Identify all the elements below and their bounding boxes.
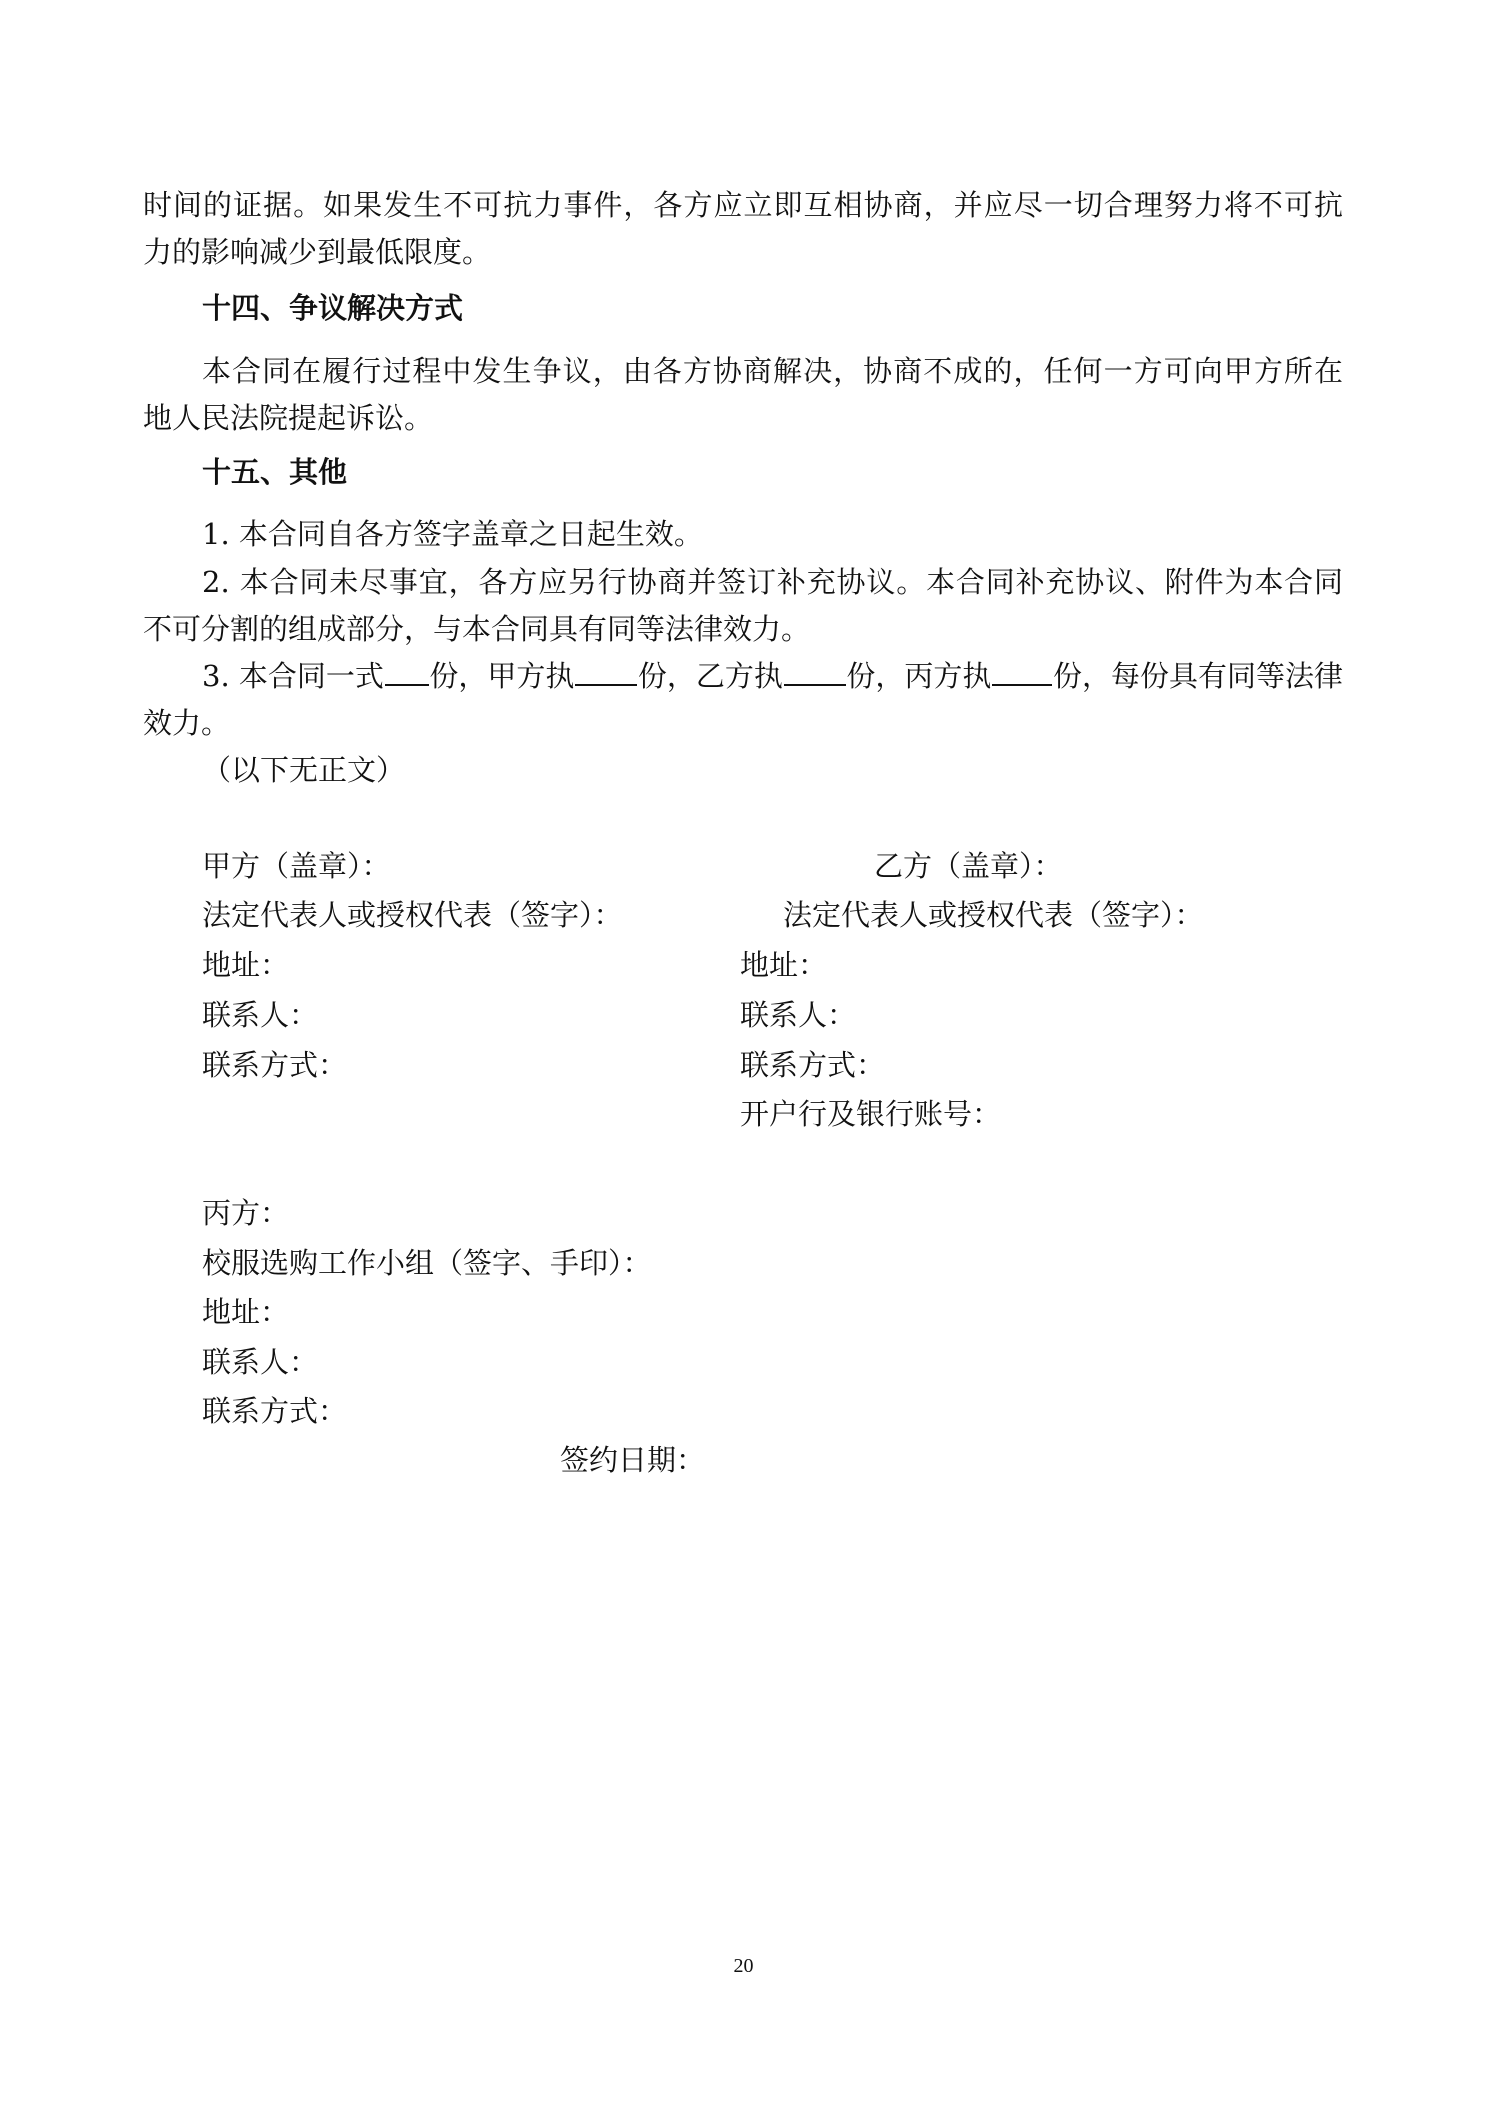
copies-text-d: 份，丙方执: [846, 659, 992, 693]
no-more-text-note: （以下无正文）: [202, 753, 406, 787]
body-text-line: 本合同在履行过程中发生争议，由各方协商解决，协商不成的，任何一方可向甲方所在: [202, 354, 1343, 388]
party-b-phone-label: 联系方式：: [740, 1048, 886, 1082]
section-14-heading: 十四、争议解决方式: [202, 291, 464, 325]
copies-text-c: 份，乙方执: [637, 659, 783, 693]
party-a-seal-label: 甲方（盖章）：: [202, 849, 391, 883]
party-c-group-label: 校服选购工作小组（签字、手印）：: [202, 1246, 652, 1280]
body-text-line: 效力。: [143, 706, 231, 740]
party-c-title-label: 丙方：: [202, 1196, 290, 1230]
party-a-phone-label: 联系方式：: [202, 1048, 348, 1082]
party-b-address-label: 地址：: [740, 948, 828, 982]
copies-party-c-blank[interactable]: [992, 658, 1052, 686]
copies-party-a-blank[interactable]: [575, 658, 637, 686]
copies-text-e: 份，每份具有同等法律: [1052, 659, 1343, 693]
page-number: 20: [733, 1955, 754, 1977]
party-c-contact-label: 联系人：: [202, 1345, 319, 1379]
section-15-heading: 十五、其他: [202, 455, 348, 489]
sign-date-label: 签约日期：: [560, 1443, 706, 1477]
copies-text-b: 份，甲方执: [429, 659, 575, 693]
clause-item-1: 1. 本合同自各方签字盖章之日起生效。: [202, 517, 703, 551]
copies-text-a: 3. 本合同一式: [202, 659, 384, 693]
party-b-rep-label: 法定代表人或授权代表（签字）：: [783, 898, 1204, 932]
party-a-rep-label: 法定代表人或授权代表（签字）：: [202, 898, 623, 932]
body-text-line: 不可分割的组成部分，与本合同具有同等法律效力。: [143, 612, 811, 646]
body-text-line: 力的影响减少到最低限度。: [143, 235, 492, 269]
party-b-bank-label: 开户行及银行账号：: [740, 1097, 1002, 1131]
body-text-line: 2. 本合同未尽事宜，各方应另行协商并签订补充协议。本合同补充协议、附件为本合同: [202, 565, 1343, 599]
party-b-contact-label: 联系人：: [740, 998, 857, 1032]
party-c-address-label: 地址：: [202, 1295, 290, 1329]
party-b-seal-label: 乙方（盖章）：: [874, 849, 1063, 883]
party-a-address-label: 地址：: [202, 948, 290, 982]
copies-line: [202, 656, 1343, 696]
party-c-phone-label: 联系方式：: [202, 1394, 348, 1428]
copies-party-b-blank[interactable]: [784, 658, 846, 686]
body-text-line: 地人民法院提起诉讼。: [143, 401, 434, 435]
body-text-line: 时间的证据。如果发生不可抗力事件，各方应立即互相协商，并应尽一切合理努力将不可抗: [143, 188, 1343, 222]
party-a-contact-label: 联系人：: [202, 998, 319, 1032]
copies-total-blank[interactable]: [385, 658, 429, 686]
